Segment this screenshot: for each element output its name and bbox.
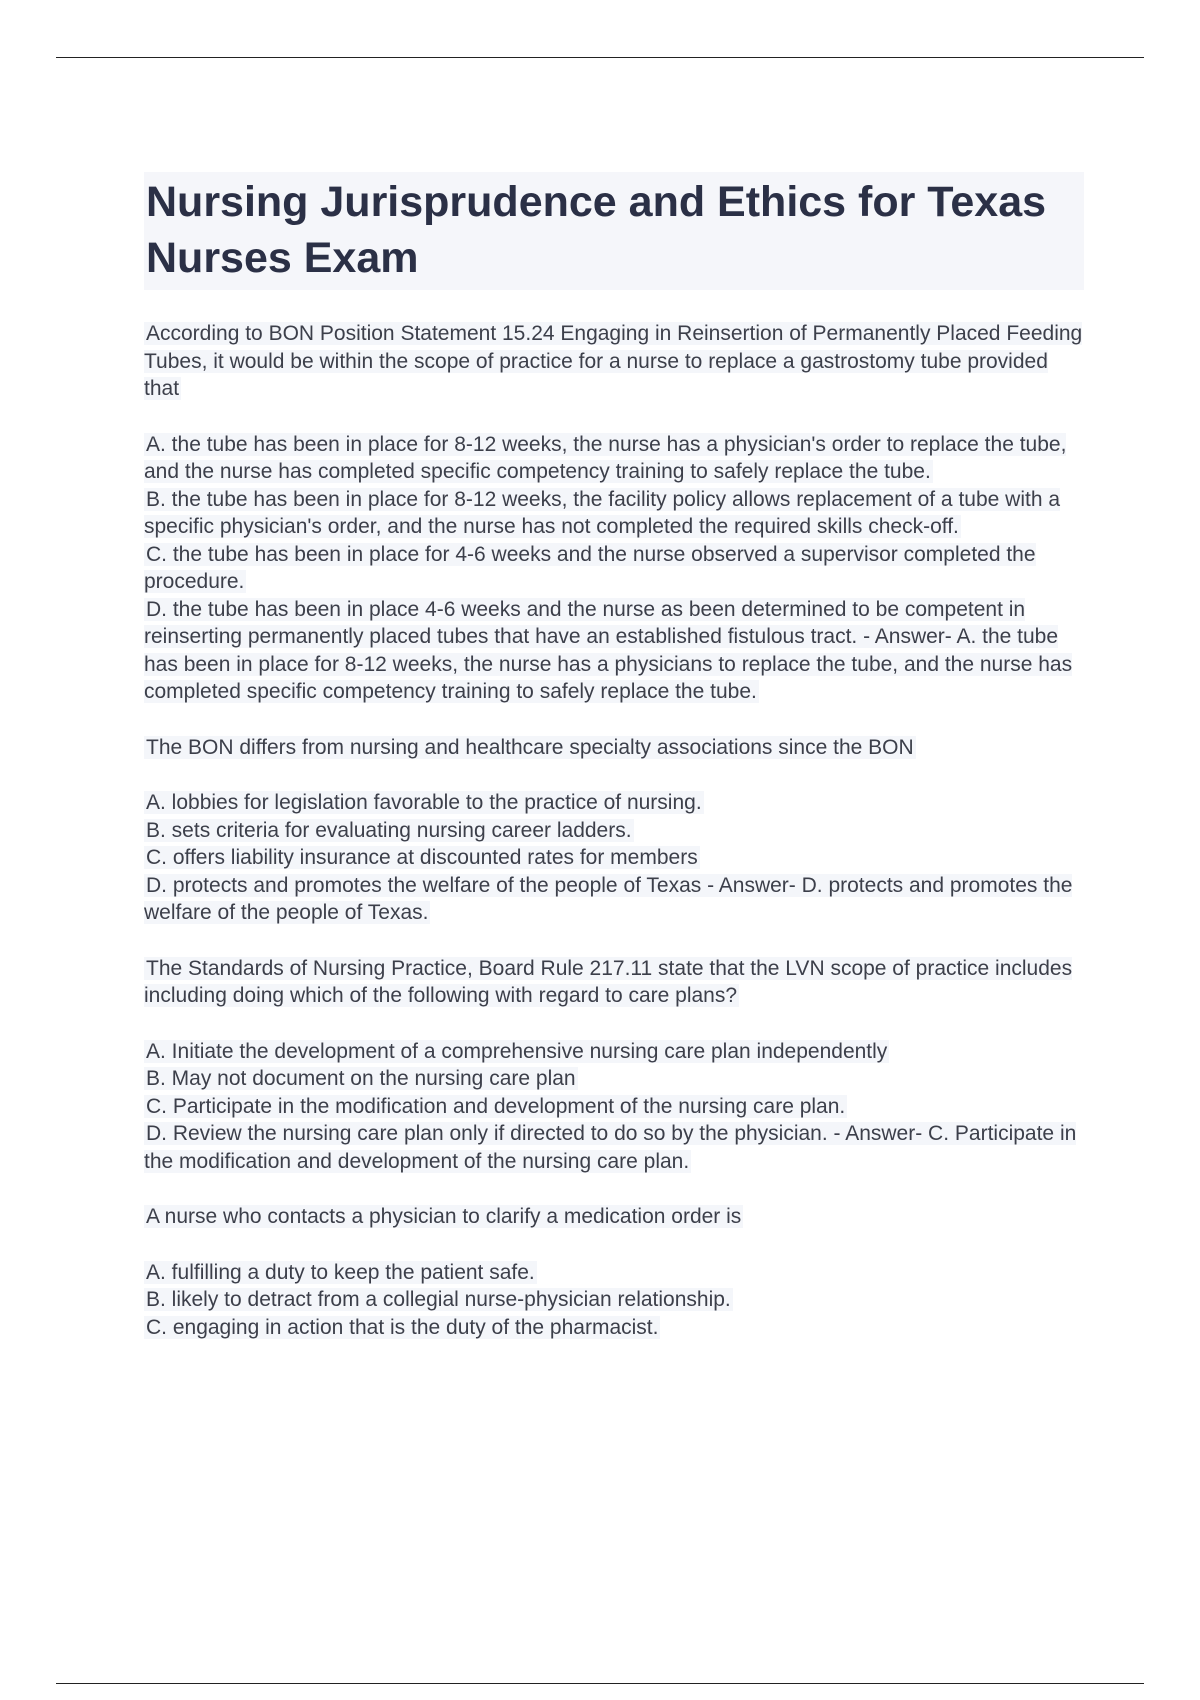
answer-option: C. engaging in action that is the duty of the pharmacist. (146, 1315, 659, 1339)
header-rule (56, 57, 1144, 58)
question-stem: The Standards of Nursing Practice, Board Rule 217.11 state that the LVN scope of practice includes including doing which of the following with regard to care plans? (144, 956, 1073, 1007)
question-4 (144, 1203, 1084, 1341)
answer-option: C. the tube has been in place for 4-6 weeks and the nurse observed a supervisor completed the procedure. (144, 542, 1036, 593)
answer-option: A. lobbies for legislation favorable to the practice of nursing. (146, 791, 702, 814)
answer-option: B. May not document on the nursing care plan (146, 1067, 576, 1090)
page-title: Nursing Jurisprudence and Ethics for Texas Nurses Exam (144, 172, 1084, 290)
answer-option: C. offers liability insurance at discounted rates for members (146, 846, 698, 869)
answer-option: A. fulfilling a duty to keep the patient safe. (146, 1260, 535, 1284)
answer-option: D. protects and promotes the welfare of the people of Texas - Answer- D. protects and promotes the welfare of the people of Texas. (144, 873, 1073, 924)
document-body (144, 172, 1084, 1341)
question-2 (144, 734, 1084, 927)
answer-option: A. Initiate the development of a comprehensive nursing care plan independently (146, 1039, 888, 1063)
question-stem: A nurse who contacts a physician to clarify a medication order is (146, 1205, 742, 1228)
question-1 (144, 320, 1084, 706)
answer-option: D. the tube has been in place 4-6 weeks and the nurse as been determined to be competent in reinserting permanently placed tubes that have an established fistulous tract. - Answer- A. the tube has been in place for 8-12 weeks, the nurse has a physicians to replace the tube, and the nurse has completed specific competency training to safely replace the tube. (144, 597, 1073, 703)
answer-option: A. the tube has been in place for 8-12 weeks, the nurse has a physician's order to replace the tube, and the nurse has completed specific competency training to safely replace the tube. (144, 432, 1067, 483)
question-stem: According to BON Position Statement 15.24 Engaging in Reinsertion of Permanently Placed Feeding Tubes, it would be within the scope of practice for a nurse to replace a gastrostomy tube provided that (144, 322, 1083, 400)
question-stem: The BON differs from nursing and healthcare specialty associations since the BON (146, 735, 914, 759)
answer-option: D. Review the nursing care plan only if directed to do so by the physician. - Answer- C. Participate in the modification and development of the nursing care plan. (144, 1122, 1077, 1173)
footer-rule (56, 1683, 1144, 1684)
answer-option: B. sets criteria for evaluating nursing career ladders. (146, 818, 632, 842)
answer-option: B. likely to detract from a collegial nurse-physician relationship. (146, 1288, 731, 1311)
question-3 (144, 955, 1084, 1176)
answer-option: C. Participate in the modification and development of the nursing care plan. (146, 1094, 846, 1118)
answer-option: B. the tube has been in place for 8-12 weeks, the facility policy allows replacement of a tube with a specific physician's order, and the nurse has not completed the required skills check-off. (144, 487, 1061, 538)
